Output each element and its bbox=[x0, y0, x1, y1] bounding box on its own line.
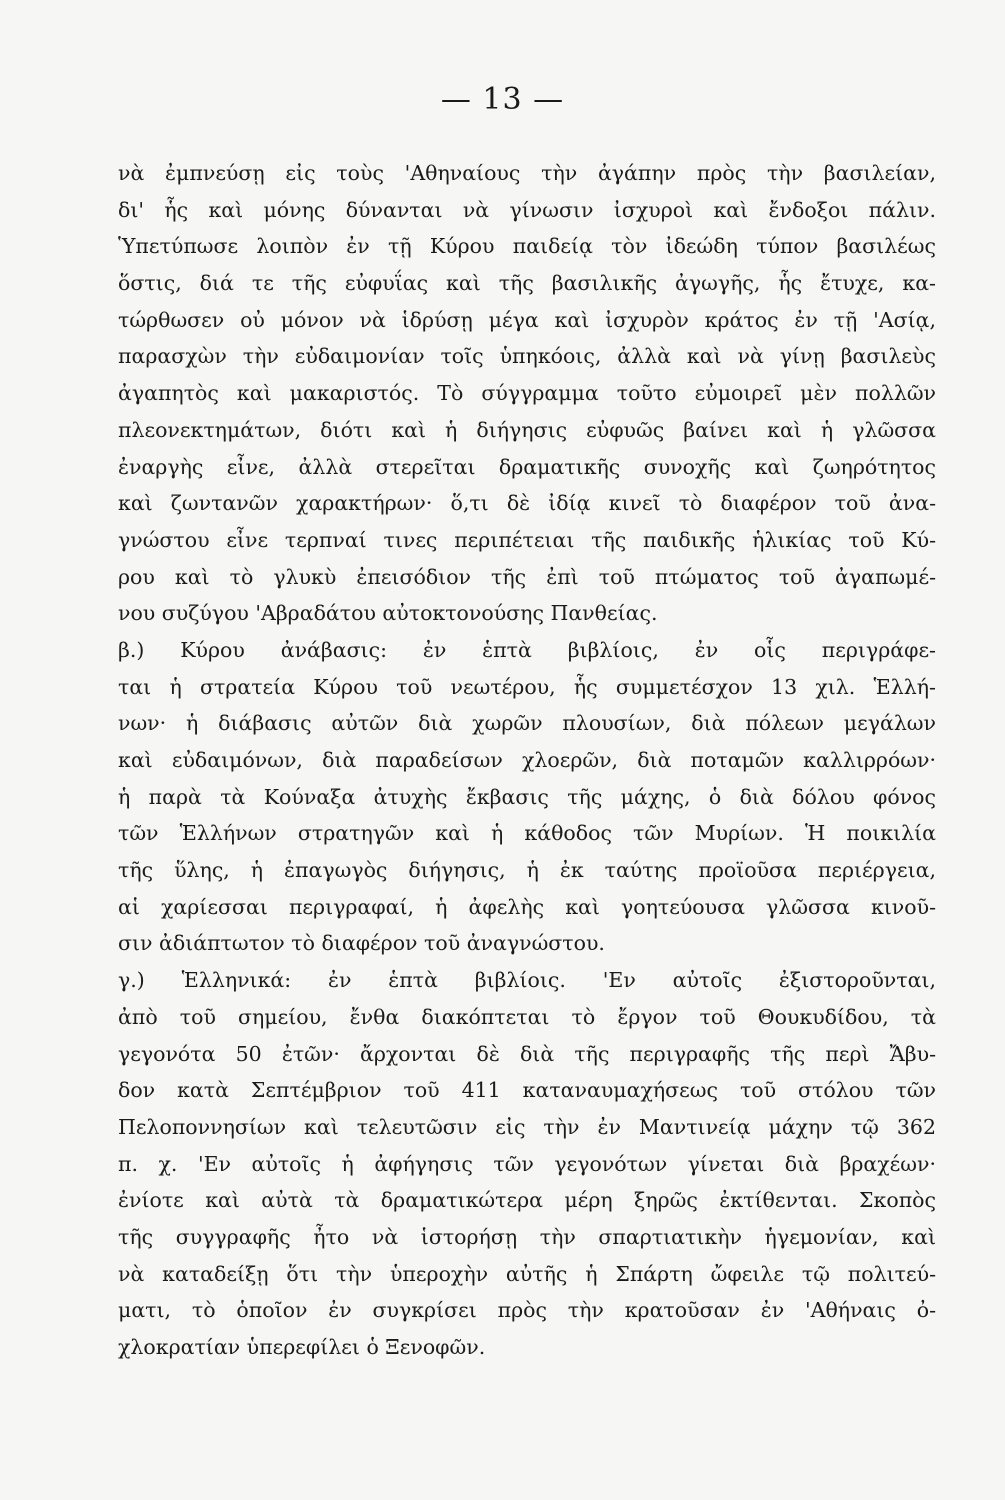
text-line: γεγονότα 50 ἐτῶν· ἄρχονται δὲ διὰ τῆς περιγραφῆς τῆς περὶ Ἄβυ- bbox=[118, 1041, 936, 1066]
text-line: ρου καὶ τὸ γλυκὺ ἐπεισόδιον τῆς ἐπὶ τοῦ πτώματος τοῦ ἀγαπωμέ- bbox=[118, 564, 936, 589]
text-line: αἱ χαρίεσσαι περιγραφαί, ἡ ἀφελὴς καὶ γοητεύουσα γλῶσσα κινοῦ- bbox=[118, 894, 936, 919]
text-line: νὰ ἐμπνεύσῃ εἰς τοὺς 'Αθηναίους τὴν ἀγάπην πρὸς τὴν βασιλείαν, bbox=[118, 161, 936, 185]
body-text bbox=[118, 155, 936, 1366]
text-line: τῆς συγγραφῆς ἦτο νὰ ἱστορήσῃ τὴν σπαρτιατικὴν ἡγεμονίαν, καὶ bbox=[118, 1224, 936, 1249]
text-line: καὶ ζωντανῶν χαρακτήρων· ὅ,τι δὲ ἰδίᾳ κινεῖ τὸ διαφέρον τοῦ ἀνα- bbox=[118, 491, 936, 516]
text-line: χλοκρατίαν ὑπερεφίλει ὁ Ξενοφῶν. bbox=[118, 1335, 486, 1359]
text-line: πλεονεκτημάτων, διότι καὶ ἡ διήγησις εὐφυῶς βαίνει καὶ ἡ γλῶσσα bbox=[118, 417, 936, 442]
text-line: καὶ εὐδαιμόνων, διὰ παραδείσων χλοερῶν, διὰ ποταμῶν καλλιρρόων· bbox=[118, 748, 936, 772]
text-line: β.) Κύρου ἀνάβασις: ἐν ἑπτὰ βιβλίοις, ἐν οἷς περιγράφε- bbox=[118, 637, 936, 662]
text-line: γ.) Ἑλληνικά: ἐν ἑπτὰ βιβλίοις. 'Εν αὐτοῖς ἐξιστοροῦνται, bbox=[118, 968, 936, 993]
text-line: ἡ παρὰ τὰ Κούναξα ἀτυχὴς ἔκβασις τῆς μάχης, ὁ διὰ δόλου φόνος bbox=[118, 784, 936, 809]
text-line: δι' ἧς καὶ μόνης δύνανται νὰ γίνωσιν ἰσχυροὶ καὶ ἔνδοξοι πάλιν. bbox=[118, 197, 936, 222]
text-line: ματι, τὸ ὁποῖον ἐν συγκρίσει πρὸς τὴν κρατοῦσαν ἐν 'Αθήναις ὀ- bbox=[118, 1298, 936, 1323]
text-line: τώρθωσεν οὐ μόνον νὰ ἱδρύσῃ μέγα καὶ ἰσχυρὸν κράτος ἐν τῇ 'Ασίᾳ, bbox=[118, 307, 936, 332]
text-line: ἐνίοτε καὶ αὐτὰ τὰ δραματικώτερα μέρη ξηρῶς ἐκτίθενται. Σκοπὸς bbox=[118, 1188, 936, 1213]
text-line: νου συζύγου 'Αβραδάτου αὐτοκτονούσης Πανθείας. bbox=[118, 601, 658, 626]
text-line: νων· ἡ διάβασις αὐτῶν διὰ χωρῶν πλουσίων, διὰ πόλεων μεγάλων bbox=[118, 711, 936, 736]
text-line: ὅστις, διά τε τῆς εὐφυΐας καὶ τῆς βασιλικῆς ἀγωγῆς, ἧς ἔτυχε, κα- bbox=[118, 271, 936, 296]
text-line: νὰ καταδείξῃ ὅτι τὴν ὑπεροχὴν αὐτῆς ἡ Σπάρτη ὤφειλε τῷ πολιτεύ- bbox=[118, 1261, 936, 1286]
text-line: παρασχὼν τὴν εὐδαιμονίαν τοῖς ὑπηκόοις, ἀλλὰ καὶ νὰ γίνῃ βασιλεὺς bbox=[118, 344, 936, 369]
text-line: ἐναργὴς εἶνε, ἀλλὰ στερεῖται δραματικῆς συνοχῆς καὶ ζωηρότητος bbox=[118, 454, 936, 479]
page-number: — 13 — bbox=[440, 82, 565, 117]
text-line: Πελοποννησίων καὶ τελευτῶσιν εἰς τὴν ἐν Μαντινείᾳ μάχην τῷ 362 bbox=[118, 1114, 936, 1139]
text-line: δον κατὰ Σεπτέμβριον τοῦ 411 καταναυμαχήσεως τοῦ στόλου τῶν bbox=[118, 1078, 936, 1103]
text-line: Ὑπετύπωσε λοιπὸν ἐν τῇ Κύρου παιδείᾳ τὸν ἰδεώδη τύπον βασιλέως bbox=[118, 234, 936, 259]
text-line: σιν ἀδιάπτωτον τὸ διαφέρον τοῦ ἀναγνώστου. bbox=[118, 931, 605, 956]
text-line: ἀπὸ τοῦ σημείου, ἔνθα διακόπτεται τὸ ἔργον τοῦ Θουκυδίδου, τὰ bbox=[118, 1004, 936, 1029]
text-line: ται ἡ στρατεία Κύρου τοῦ νεωτέρου, ἧς συμμετέσχον 13 χιλ. Ἑλλή- bbox=[118, 674, 936, 699]
text-line: τῶν Ἑλλήνων στρατηγῶν καὶ ἡ κάθοδος τῶν Μυρίων. Ἡ ποικιλία bbox=[118, 821, 936, 846]
text-line: γνώστου εἶνε τερπναί τινες περιπέτειαι τῆς παιδικῆς ἡλικίας τοῦ Κύ- bbox=[118, 527, 936, 552]
text-line: τῆς ὕλης, ἡ ἐπαγωγὸς διήγησις, ἡ ἐκ ταύτης προϊοῦσα περιέργεια, bbox=[118, 858, 936, 883]
text-line: π. χ. 'Εν αὐτοῖς ἡ ἀφήγησις τῶν γεγονότων γίνεται διὰ βραχέων· bbox=[118, 1151, 936, 1176]
text-line: ἀγαπητὸς καὶ μακαριστός. Τὸ σύγγραμμα τοῦτο εὐμοιρεῖ μὲν πολλῶν bbox=[118, 381, 936, 406]
